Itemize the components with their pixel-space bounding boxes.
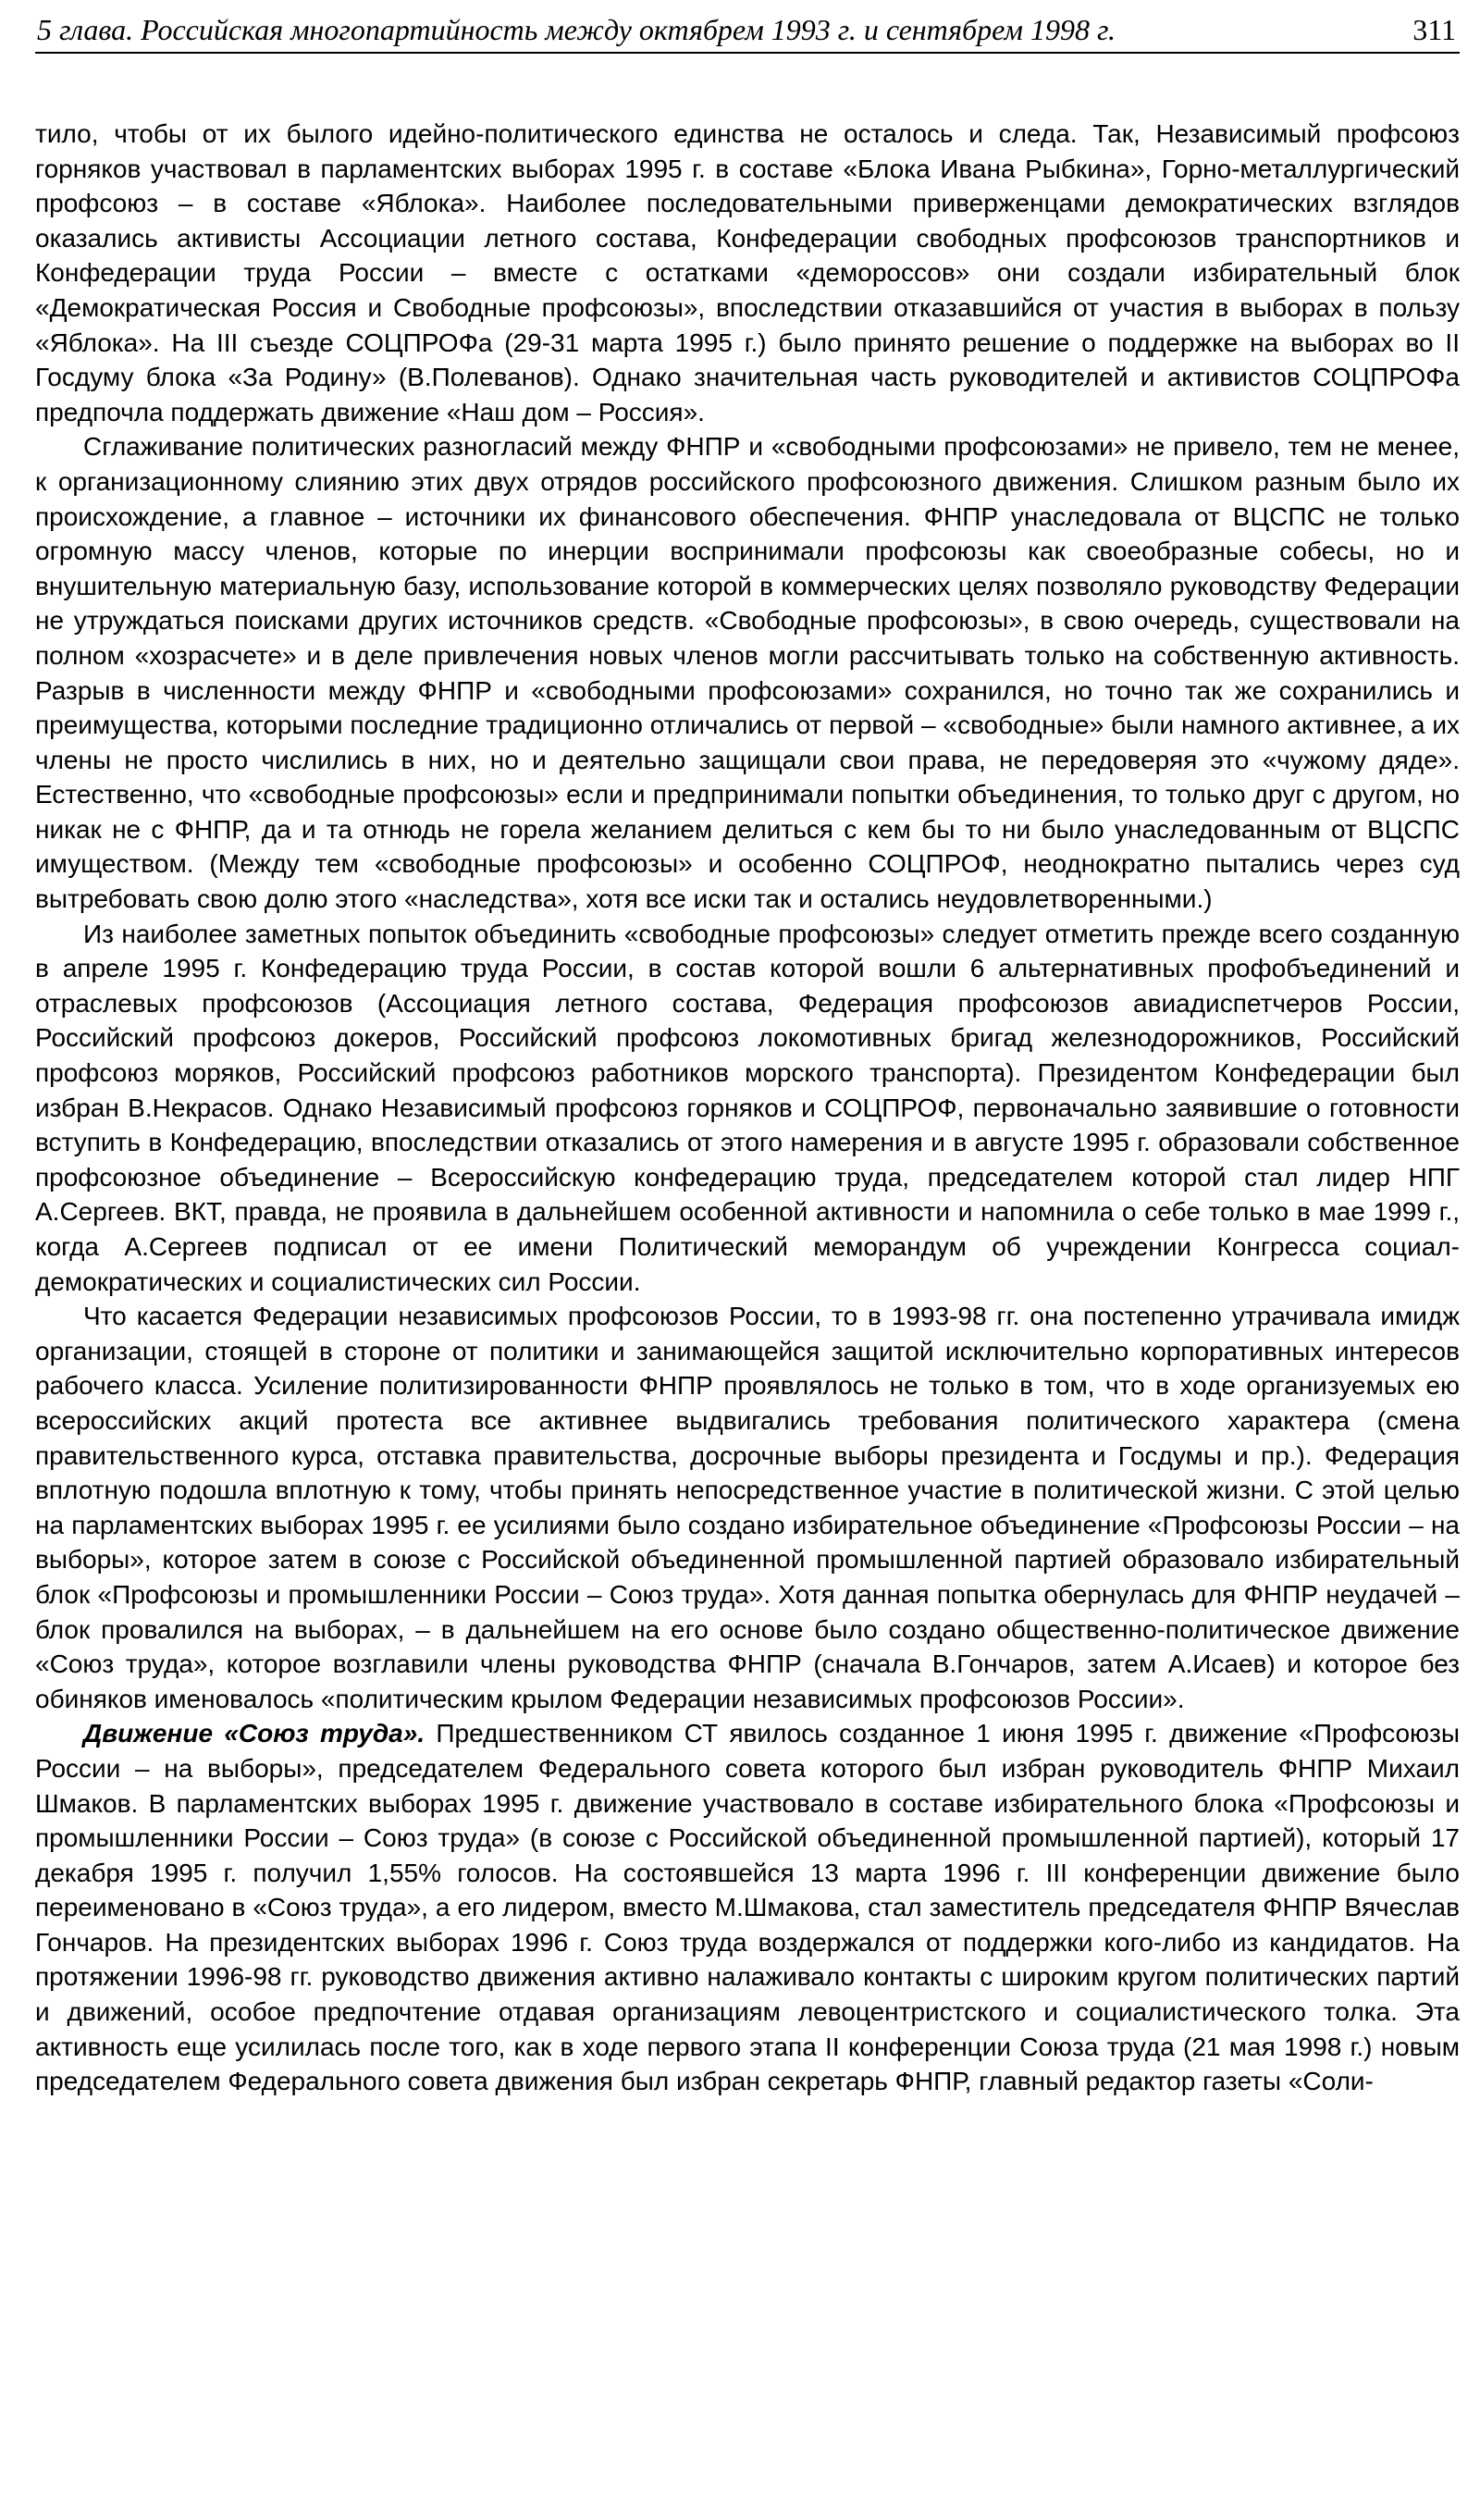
body-text [35, 117, 1460, 2099]
paragraph-soyuz-truda-text: Предшественником СТ явилось созданное 1 июня 1995 г. движение «Профсоюзы России – на выборы», председателем Федерального совета которого был избран руководитель ФНПР Михаил Шмаков. В парламентских выборах 1995 г. движение участвовало в составе избирательного блока «Профсоюзы и промышленники России – Союз труда» (в союзе с Российской объединенной промышленной партией), который 17 декабря 1995 г. получил 1,55% голосов. На состоявшейся 13 марта 1996 г. III конференции движение было переименовано в «Союз труда», а его лидером, вместо М.Шмакова, стал заместитель председателя ФНПР Вячеслав Гончаров. На президентских выборах 1996 г. Союз труда воздержался от поддержки кого-либо из кандидатов. На протяжении 1996-98 гг. руководство движения активно налаживало контакты с широким кругом политических партий и движений, особое предпочтение отдавая организациям левоцентристского и социалистического толка. Эта активность еще усилилась после того, как в ходе первого этапа II конференции Союза труда (21 мая 1998 г.) новым председателем Федерального совета движения был избран секретарь ФНПР, главный редактор газеты «Соли- [35, 1719, 1460, 2096]
paragraph-labor-confederation: Из наиболее заметных попыток объединить «свободные профсоюзы» следует отметить прежде всего созданную в апреле 1995 г. Конфедерацию труда России, в состав которой вошли 6 альтернативных профобъединений и отраслевых профсоюзов (Ассоциация летного состава, Федерация профсоюзов авиадиспетчеров России, Российский профсоюз докеров, Российский профсоюз локомотивных бригад железнодорожников, Российский профсоюз моряков, Российский профсоюз работников морского транспорта). Президентом Конфедерации был избран В.Некрасов. Однако Независимый профсоюз горняков и СОЦПРОФ, первоначально заявившие о готовности вступить в Конфедерацию, впоследствии отказались от этого намерения и в августе 1995 г. образовали собственное профсоюзное объединение – Всероссийскую конфедерацию труда, председателем которой стал лидер НПГ А.Сергеев. ВКТ, правда, не проявила в дальнейшем особенной активности и напомнила о себе только в мае 1999 г., когда А.Сергеев подписал от ее имени Политический меморандум об учреждении Конгресса социал-демократических и социалистических сил России. [35, 919, 1460, 1296]
paragraph-fnpr-politics: Что касается Федерации независимых профсоюзов России, то в 1993-98 гг. она постепенно утрачивала имидж организации, стоящей в стороне от политики и занимающейся защитой исключительно корпоративных интересов рабочего класса. Усиление политизированности ФНПР проявлялось не только в том, что в ходе организуемых ею всероссийских акций протеста все активнее выдвигались требования политического характера (смена правительственного курса, отставка правительства, досрочные выборы президента и Госдумы и пр.). Федерация вплотную подошла вплотную к тому, чтобы принять непосредственное участие в политической жизни. С этой целью на парламентских выборах 1995 г. ее усилиями было создано избирательное объединение «Профсоюзы России – на выборы», которое затем в союзе с Российской объединенной промышленной партией образовало избирательный блок «Профсоюзы и промышленники России – Союз труда». Хотя данная попытка обернулась для ФНПР неудачей – блок провалился на выборах, – в дальнейшем на его основе было создано общественно-политическое движение «Союз труда», которое возглавили члены руководства ФНПР (сначала В.Гончаров, затем А.Исаев) и которое без обиняков именовалось «политическим крылом Федерации независимых профсоюзов России». [35, 1302, 1460, 1713]
page-number: 311 [1412, 13, 1456, 46]
paragraph-soyuz-truda [35, 1716, 1460, 2099]
chapter-title: 5 глава. Российская многопартийность между октябрем 1993 г. и сентябрем 1998 г. [37, 13, 1116, 46]
section-lead-heading: Движение «Союз труда». [83, 1719, 426, 1748]
paragraph-continuation: тило, чтобы от их былого идейно-политического единства не осталось и следа. Так, Независимый профсоюз горняков участвовал в парламентских выборах 1995 г. в составе «Блока Ивана Рыбкина», Горно-металлургический профсоюз – в составе «Яблока». Наиболее последовательными приверженцами демократических взглядов оказались активисты Ассоциации летного состава, Конфедерации свободных профсоюзов транспортников и Конфедерации труда России – вместе с остатками «демороссов» они создали избирательный блок «Демократическая Россия и Свободные профсоюзы», впоследствии отказавшийся от участия в выборах в пользу «Яблока». На III съезде СОЦПРОФа (29-31 марта 1995 г.) было принято решение о поддержке на выборах во II Госдуму блока «За Родину» (В.Полеванов). Однако значительная часть руководителей и активистов СОЦПРОФа предпочла поддержать движение «Наш дом – Россия». [35, 119, 1460, 426]
paragraph-fnpr-free-unions: Сглаживание политических разногласий между ФНПР и «свободными профсоюзами» не привело, тем не менее, к организационному слиянию этих двух отрядов российского профсоюзного движения. Слишком разным было их происхождение, а главное – источники их финансового обеспечения. ФНПР унаследовала от ВЦСПС не только огромную массу членов, которые по инерции воспринимали профсоюзы как своеобразные собесы, но и внушительную материальную базу, использование которой в коммерческих целях позволяло руководству Федерации не утруждаться поисками других источников средств. «Свободные профсоюзы», в свою очередь, существовали на полном «хозрасчете» и в деле привлечения новых членов могли рассчитывать только на собственную активность. Разрыв в численности между ФНПР и «свободными профсоюзами» сохранился, но точно так же сохранились и преимущества, которыми последние традиционно отличались от первой – «свободные» были намного активнее, а их члены не просто числились в них, но и деятельно защищали свои права, не передоверяя это «чужому дяде». Естественно, что «свободные профсоюзы» если и предпринимали попытки объединения, то только друг с другом, но никак не с ФНПР, да и та отнюдь не горела желанием делиться с кем бы то ни было унаследованным от ВЦСПС имуществом. (Между тем «свободные профсоюзы» и особенно СОЦПРОФ, неоднократно пытались через суд вытребовать свою долю этого «наследства», хотя все иски так и остались неудовлетворенными.) [35, 432, 1460, 914]
running-header [35, 7, 1460, 54]
